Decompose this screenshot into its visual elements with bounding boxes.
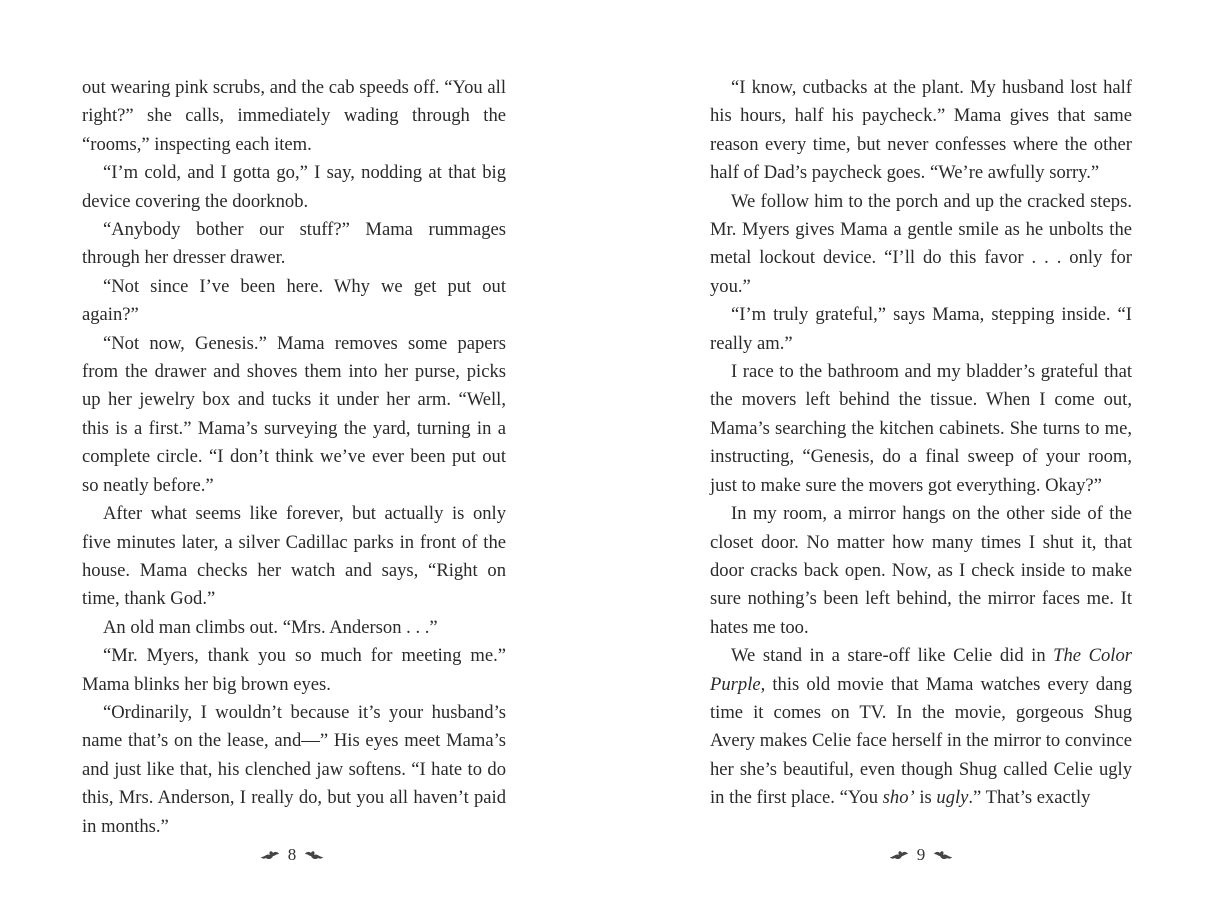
page-number: 9 [916,845,926,864]
text-run: We stand in a stare-off like Celie did in [731,645,1054,667]
paragraph: “Not now, Genesis.” Mama removes some papers from the drawer and shoves them into her purse, picks up her jewelry box and tucks it under her arm. “Well, this is a first.” Mama’s surveying the yard, turning in a complete circle. “I don’t think we’ve ever been put out so neatly before.” [82,332,506,496]
paragraph: “Mr. Myers, thank you so much for meeting me.” Mama blinks her big brown eyes. [82,645,506,695]
page-number-left [232,845,352,865]
paragraph: We follow him to the porch and up the cracked steps. Mr. Myers gives Mama a gentle smile as he unbolts the metal lockout device. “I’ll do this favor . . . only for you.” [710,190,1132,297]
paragraph: I race to the bathroom and my bladder’s grateful that the movers left behind the tissue. When I come out, Mama’s searching the kitchen cabinets. She turns to me, instructing, “Genesis, do a final sweep of your room, just to make sure the movers got everything. Okay?” [710,361,1132,496]
paragraph: “I know, cutbacks at the plant. My husband lost half his hours, half his paycheck.” Mama gives that same reason every time, but never confesses where the other half of Dad’s paycheck goes. “We’re awfully sorry.” [710,77,1132,184]
paragraph: out wearing pink scrubs, and the cab speeds off. “You all right?” she calls, immediately wading through the “rooms,” inspecting each item. [82,77,506,155]
page-number-right [861,845,981,865]
italic-word: ugly [936,787,969,809]
fleuron-right-icon [933,848,953,862]
page-number: 8 [287,845,297,864]
italic-word: sho’ [882,787,915,809]
paragraph-last [710,642,1132,812]
text-run: , this old movie that Mama watches every dang time it comes on TV. In the movie, gorgeous Shug Avery makes Celie face herself in the mirror to convince her she’s beautiful, even though Shug called Celie ugly in the first place. “You [710,673,1132,809]
paragraph: An old man climbs out. “Mrs. Anderson . . .” [103,616,438,638]
paragraph: “Not since I’ve been here. Why we get put out again?” [82,275,506,326]
right-page-text [710,74,1132,813]
paragraph: “I’m truly grateful,” says Mama, stepping inside. “I really am.” [710,304,1132,354]
paragraph: In my room, a mirror hangs on the other side of the closet door. No matter how many times I shut it, that door cracks back open. Now, as I check inside to make sure nothing’s been left behind, the mirror faces me. It hates me too. [710,503,1132,638]
fleuron-left-icon [260,848,280,862]
paragraph: “I’m cold, and I gotta go,” I say, nodding at that big device covering the doorknob. [82,162,506,212]
text-run: is [914,787,937,809]
fleuron-right-icon [304,848,324,862]
paragraph: “Ordinarily, I wouldn’t because it’s your husband’s name that’s on the lease, and—” His eyes meet Mama’s and just like that, his clenched jaw softens. “I hate to do this, Mrs. Anderson, I really do, but you all haven’t paid in months.” [82,701,506,837]
italic-title: The Color Purple [710,645,1133,695]
left-page-text [82,74,506,841]
paragraph: “Anybody bother our stuff?” Mama rummages through her dresser drawer. [82,219,506,269]
paragraph: After what seems like forever, but actually is only five minutes later, a silver Cadillac parks in front of the house. Mama checks her watch and says, “Right on time, thank God.” [82,503,506,610]
fleuron-left-icon [889,848,909,862]
text-run: .” That’s exactly [968,787,1091,809]
